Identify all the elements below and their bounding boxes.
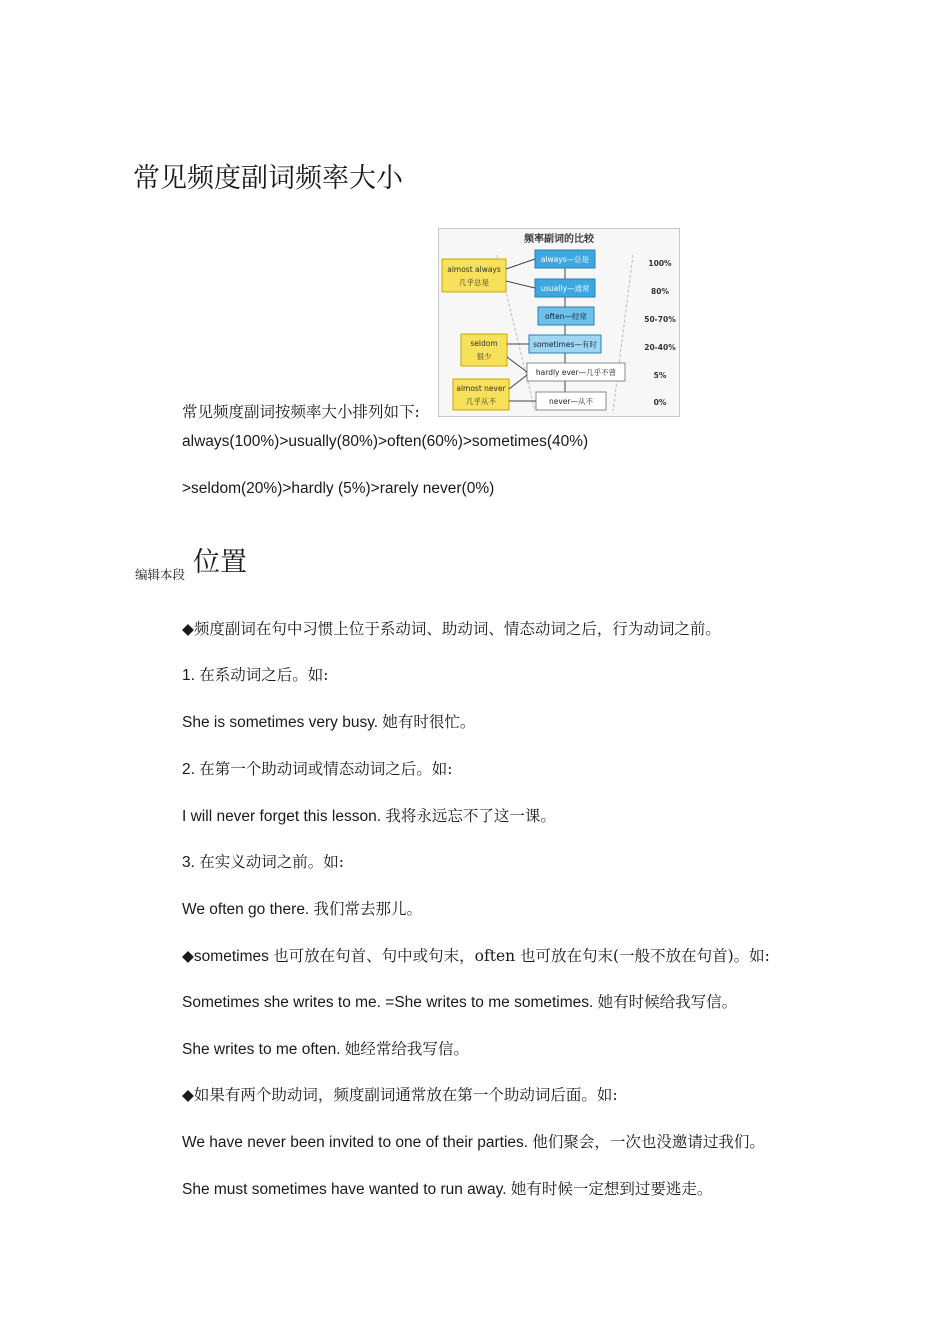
diagram-side-almost-always-en: almost always [447, 265, 501, 274]
diagram-percent-often: 50-70% [644, 315, 676, 324]
paragraph-line: 2. 在第一个助动词或情态动词之后。如: [182, 760, 453, 778]
paragraph-line: She writes to me often. 她经常给我写信。 [182, 1040, 469, 1058]
paragraph-line: She must sometimes have wanted to run away. 她有时候一定想到过要逃走。 [182, 1180, 713, 1198]
diagram-side-almost-never-en: almost never [456, 384, 506, 393]
paragraph-line: ◆频度副词在句中习惯上位于系动词、助动词、情态动词之后，行为动词之前。 [182, 620, 721, 638]
order-line-2: >seldom(20%)>hardly (5%)>rarely never(0%) [182, 480, 495, 497]
paragraph-line: I will never forget this lesson. 我将永远忘不了这一课。 [182, 807, 556, 825]
diagram-percent-never: 0% [653, 398, 667, 407]
diagram-label-never: never—从不 [548, 397, 594, 406]
diagram-percent-always: 100% [648, 259, 672, 268]
diagram-side-seldom-en: seldom [470, 339, 498, 348]
diagram-label-always: always—总是 [540, 255, 590, 264]
diagram-label-sometimes: sometimes—有时 [533, 340, 597, 349]
diagram-label-often: often—经常 [545, 312, 587, 321]
edit-section-link[interactable]: 编辑本段 [135, 567, 186, 582]
frequency-diagram [438, 228, 680, 417]
intro-text: 常见频度副词按频率大小排列如下: [182, 403, 420, 421]
diagram-side-seldom-zh: 很少 [476, 352, 492, 361]
diagram-title: 频率副词的比较 [524, 234, 594, 245]
diagram-side-almost-never-zh: 几乎从不 [466, 397, 496, 406]
section-heading: 位置 [193, 547, 247, 578]
diagram-label-usually: usually—通常 [540, 284, 590, 293]
diagram-percent-usually: 80% [651, 287, 669, 296]
paragraph-line: She is sometimes very busy. 她有时很忙。 [182, 713, 476, 731]
paragraph-line: We have never been invited to one of their parties. 他们聚会，一次也没邀请过我们。 [182, 1133, 765, 1151]
paragraph-line: ◆sometimes 也可放在句首、句中或句末，often 也可放在句末(一般不放在句首)。如: [182, 947, 770, 965]
order-line-1: always(100%)>usually(80%)>often(60%)>sometimes(40%) [182, 433, 589, 450]
page-title: 常见频度副词频率大小 [133, 163, 403, 194]
diagram-side-almost-always-zh: 几乎总是 [459, 278, 489, 287]
paragraph-line: 3. 在实义动词之前。如: [182, 853, 344, 871]
paragraph-line: 1. 在系动词之后。如: [182, 666, 329, 684]
diagram-percent-hardly-ever: 5% [653, 371, 667, 380]
paragraph-line: We often go there. 我们常去那儿。 [182, 900, 423, 918]
diagram-label-hardly-ever: hardly ever—几乎不曾 [535, 368, 617, 377]
diagram-side-almost-always [442, 259, 506, 292]
diagram-percent-sometimes: 20-40% [644, 343, 676, 352]
paragraph-line: Sometimes she writes to me. =She writes to me sometimes. 她有时候给我写信。 [182, 993, 738, 1011]
paragraph-line: ◆如果有两个助动词，频度副词通常放在第一个助动词后面。如: [182, 1086, 618, 1104]
